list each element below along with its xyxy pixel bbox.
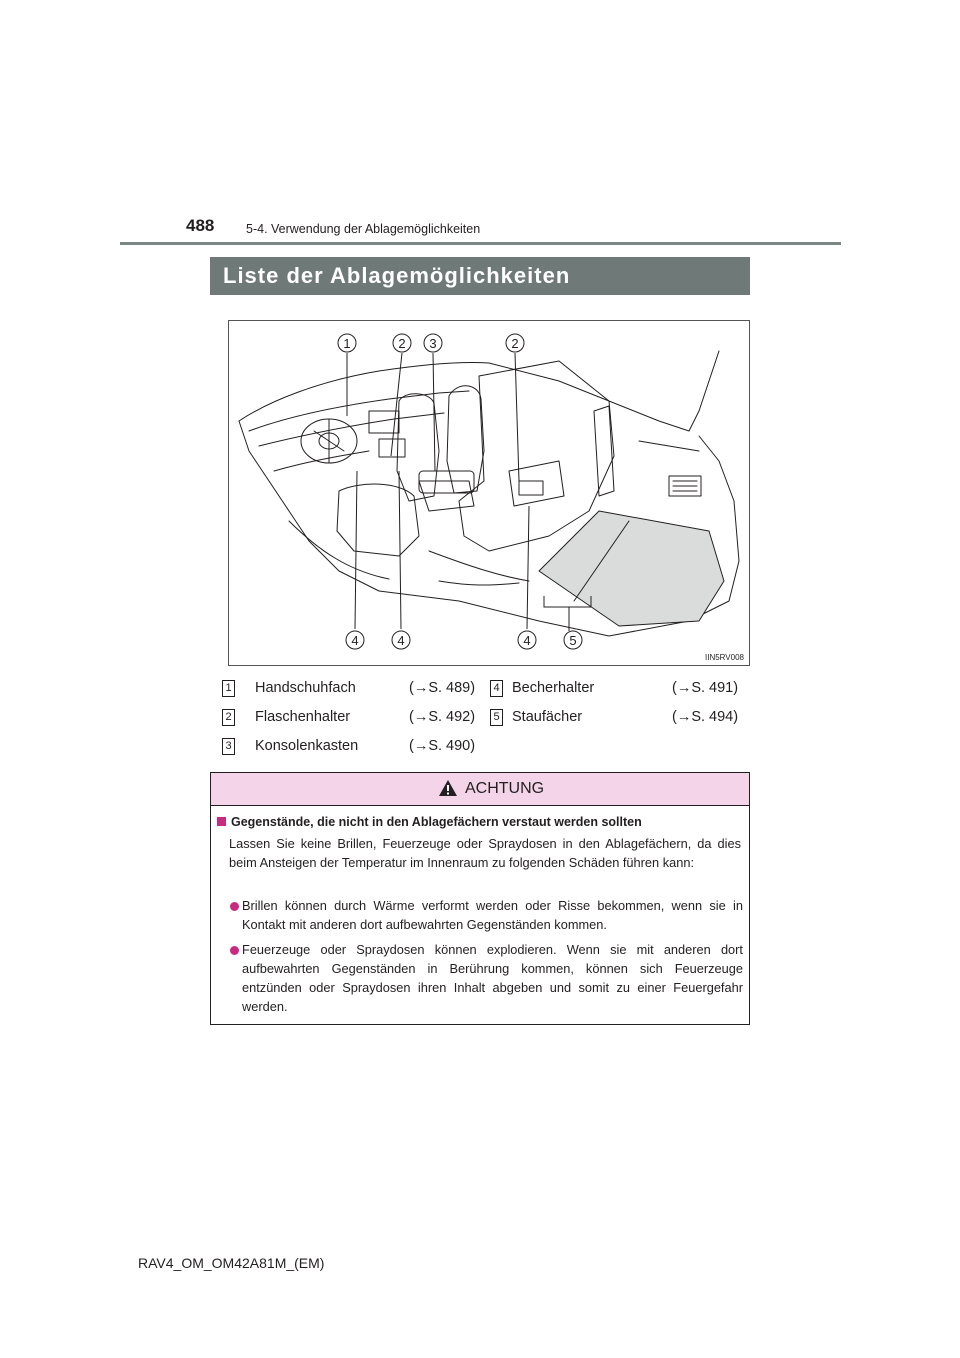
car-interior-illustration: [229, 321, 749, 665]
legend-number: 5: [490, 709, 503, 726]
page-title: Liste der Ablagemöglichkeiten: [210, 257, 750, 295]
callout-bottom-2: 4: [397, 633, 405, 648]
legend-number: 3: [222, 738, 235, 755]
page-number: 488: [186, 216, 215, 235]
warning-bullet: Brillen können durch Wärme verformt werden oder Risse bekommen, wenn sie in Kontakt mit anderen dort aufbewahrten Gegenständen kommen.: [242, 898, 743, 932]
callout-bottom-3: 4: [523, 633, 531, 648]
warning-title: ACHTUNG: [465, 780, 545, 797]
bullet-dot-icon: [230, 946, 239, 955]
interior-figure: [228, 320, 750, 666]
warning-intro: Lassen Sie keine Brillen, Feuerzeuge oder Spraydosen in den Ablagefächern, da dies beim Ansteigen der Temperatur im Innenraum zu folgenden Schäden führen kann:: [229, 836, 741, 870]
legend-label: Becherhalter: [512, 680, 595, 696]
legend-number: 4: [490, 680, 503, 697]
warning-triangle-icon: [438, 779, 458, 797]
legend-ref: (→S. 490): [409, 738, 476, 754]
callout-bottom-4: 5: [569, 633, 577, 648]
bullet-dot-icon: [230, 902, 239, 911]
callout-top-3: 3: [429, 336, 437, 351]
legend-label: Konsolenkasten: [255, 738, 359, 754]
legend-ref: (→S. 491): [672, 680, 739, 696]
callout-bottom-1: 4: [351, 633, 359, 648]
square-bullet-icon: [217, 817, 226, 826]
warning-header: [211, 773, 749, 806]
legend-ref: (→S. 492): [409, 709, 476, 725]
warning-bullet: Feuerzeuge oder Spraydosen können explodieren. Wenn sie mit anderen dort aufbewahrten Gegenständen in Berührung kommen, können sich Feuerzeuge entzünden oder Spraydosen ihren Inhalt abgeben und somit zu einer Feuergefahr werden.: [242, 942, 743, 1014]
legend-ref: (→S. 494): [672, 709, 739, 725]
footer-code: RAV4_OM_OM42A81M_(EM): [138, 1255, 325, 1271]
legend-label: Handschuhfach: [255, 680, 356, 696]
section-header: 5-4. Verwendung der Ablagemöglichkeiten: [246, 222, 481, 236]
callout-top-1: 1: [343, 336, 351, 351]
legend-label: Staufächer: [512, 709, 583, 725]
warning-heading-text: Gegenstände, die nicht in den Ablagefächern verstaut werden sollten: [231, 815, 642, 829]
legend-number: 2: [222, 709, 235, 726]
legend-ref: (→S. 489): [409, 680, 476, 696]
figure-code: IIN5RV008: [705, 653, 744, 662]
warning-heading: [217, 815, 642, 829]
warning-box: [210, 772, 750, 1025]
header-rule: [120, 242, 841, 245]
legend-number: 1: [222, 680, 235, 697]
callout-top-2: 2: [398, 336, 406, 351]
callout-top-4: 2: [511, 336, 519, 351]
legend-label: Flaschenhalter: [255, 709, 351, 725]
